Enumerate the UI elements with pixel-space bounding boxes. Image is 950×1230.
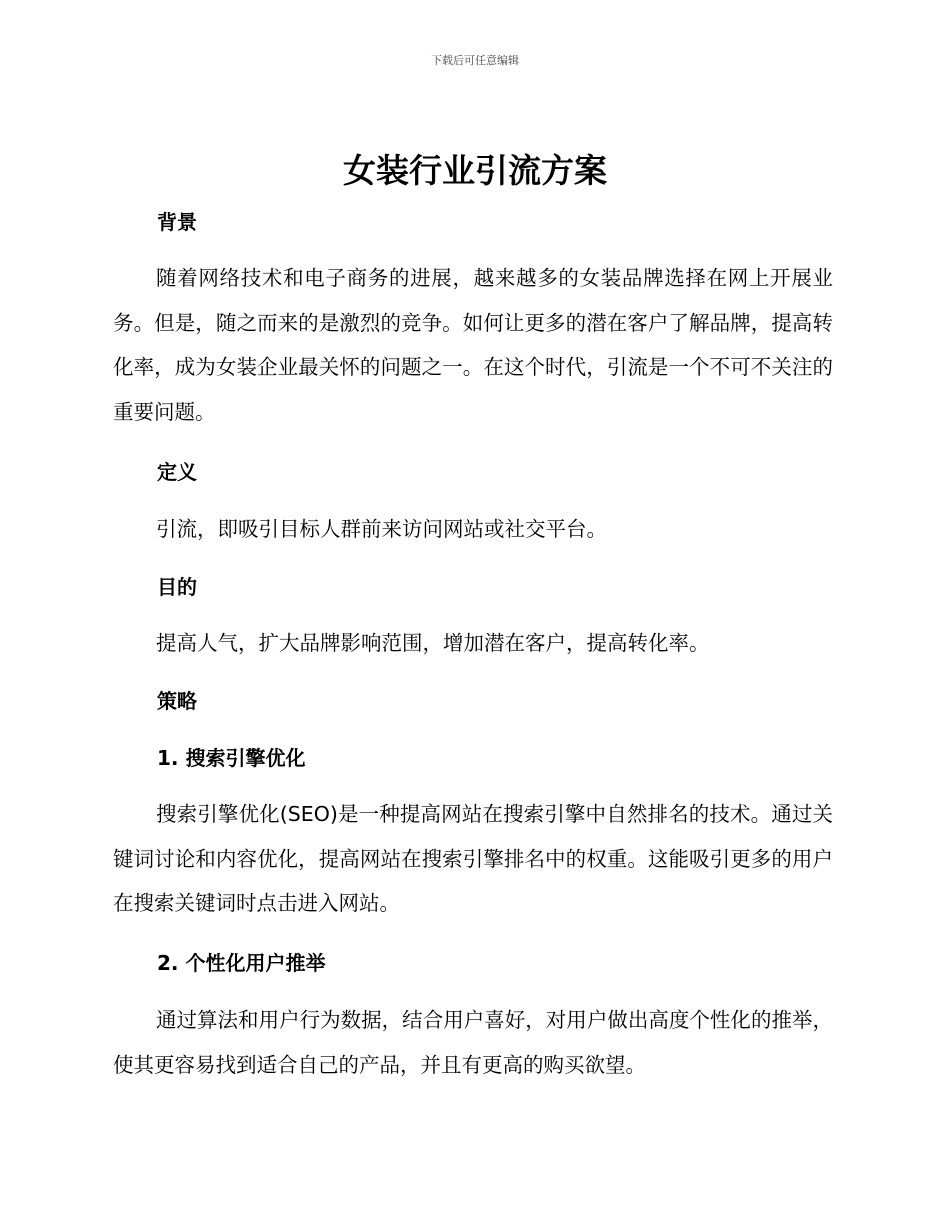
section-heading-purpose: 目的 <box>157 575 197 599</box>
page-header-note: 下载后可任意编辑 <box>431 54 519 67</box>
section-text-background: 随着网络技术和电子商务的进展，越来越多的女装品牌选择在网上开展业务。但是，随之而来的是激烈的竞争。如何让更多的潜在客户了解品牌，提高转化率，成为女装企业最关怀的问题之一。在这个时代，引流是一个不可不关注的重要问题。 <box>113 266 833 424</box>
section-heading-background: 背景 <box>157 210 197 234</box>
section-heading-definition: 定义 <box>157 460 197 484</box>
strategy-item-text: 通过算法和用户行为数据，结合用户喜好，对用户做出高度个性化的推举，使其更容易找到适合自己的产品，并且有更高的购买欲望。 <box>113 1008 833 1077</box>
section-heading-strategy: 策略 <box>157 689 197 713</box>
section-text-purpose: 提高人气，扩大品牌影响范围，增加潜在客户，提高转化率。 <box>156 631 710 655</box>
strategy-item-heading: 1. 搜索引擎优化 <box>157 746 306 770</box>
strategy-item-text: 搜索引擎优化(SEO)是一种提高网站在搜索引擎中自然排名的技术。通过关键词讨论和内容优化，提高网站在搜索引擎排名中的权重。这能吸引更多的用户在搜索关键词时点击进入网站。 <box>113 802 833 915</box>
strategy-item-heading: 2. 个性化用户推举 <box>157 951 326 975</box>
section-text-definition: 引流，即吸引目标人群前来访问网站或社交平台。 <box>156 517 607 541</box>
document-title: 女装行业引流方案 <box>343 151 607 190</box>
